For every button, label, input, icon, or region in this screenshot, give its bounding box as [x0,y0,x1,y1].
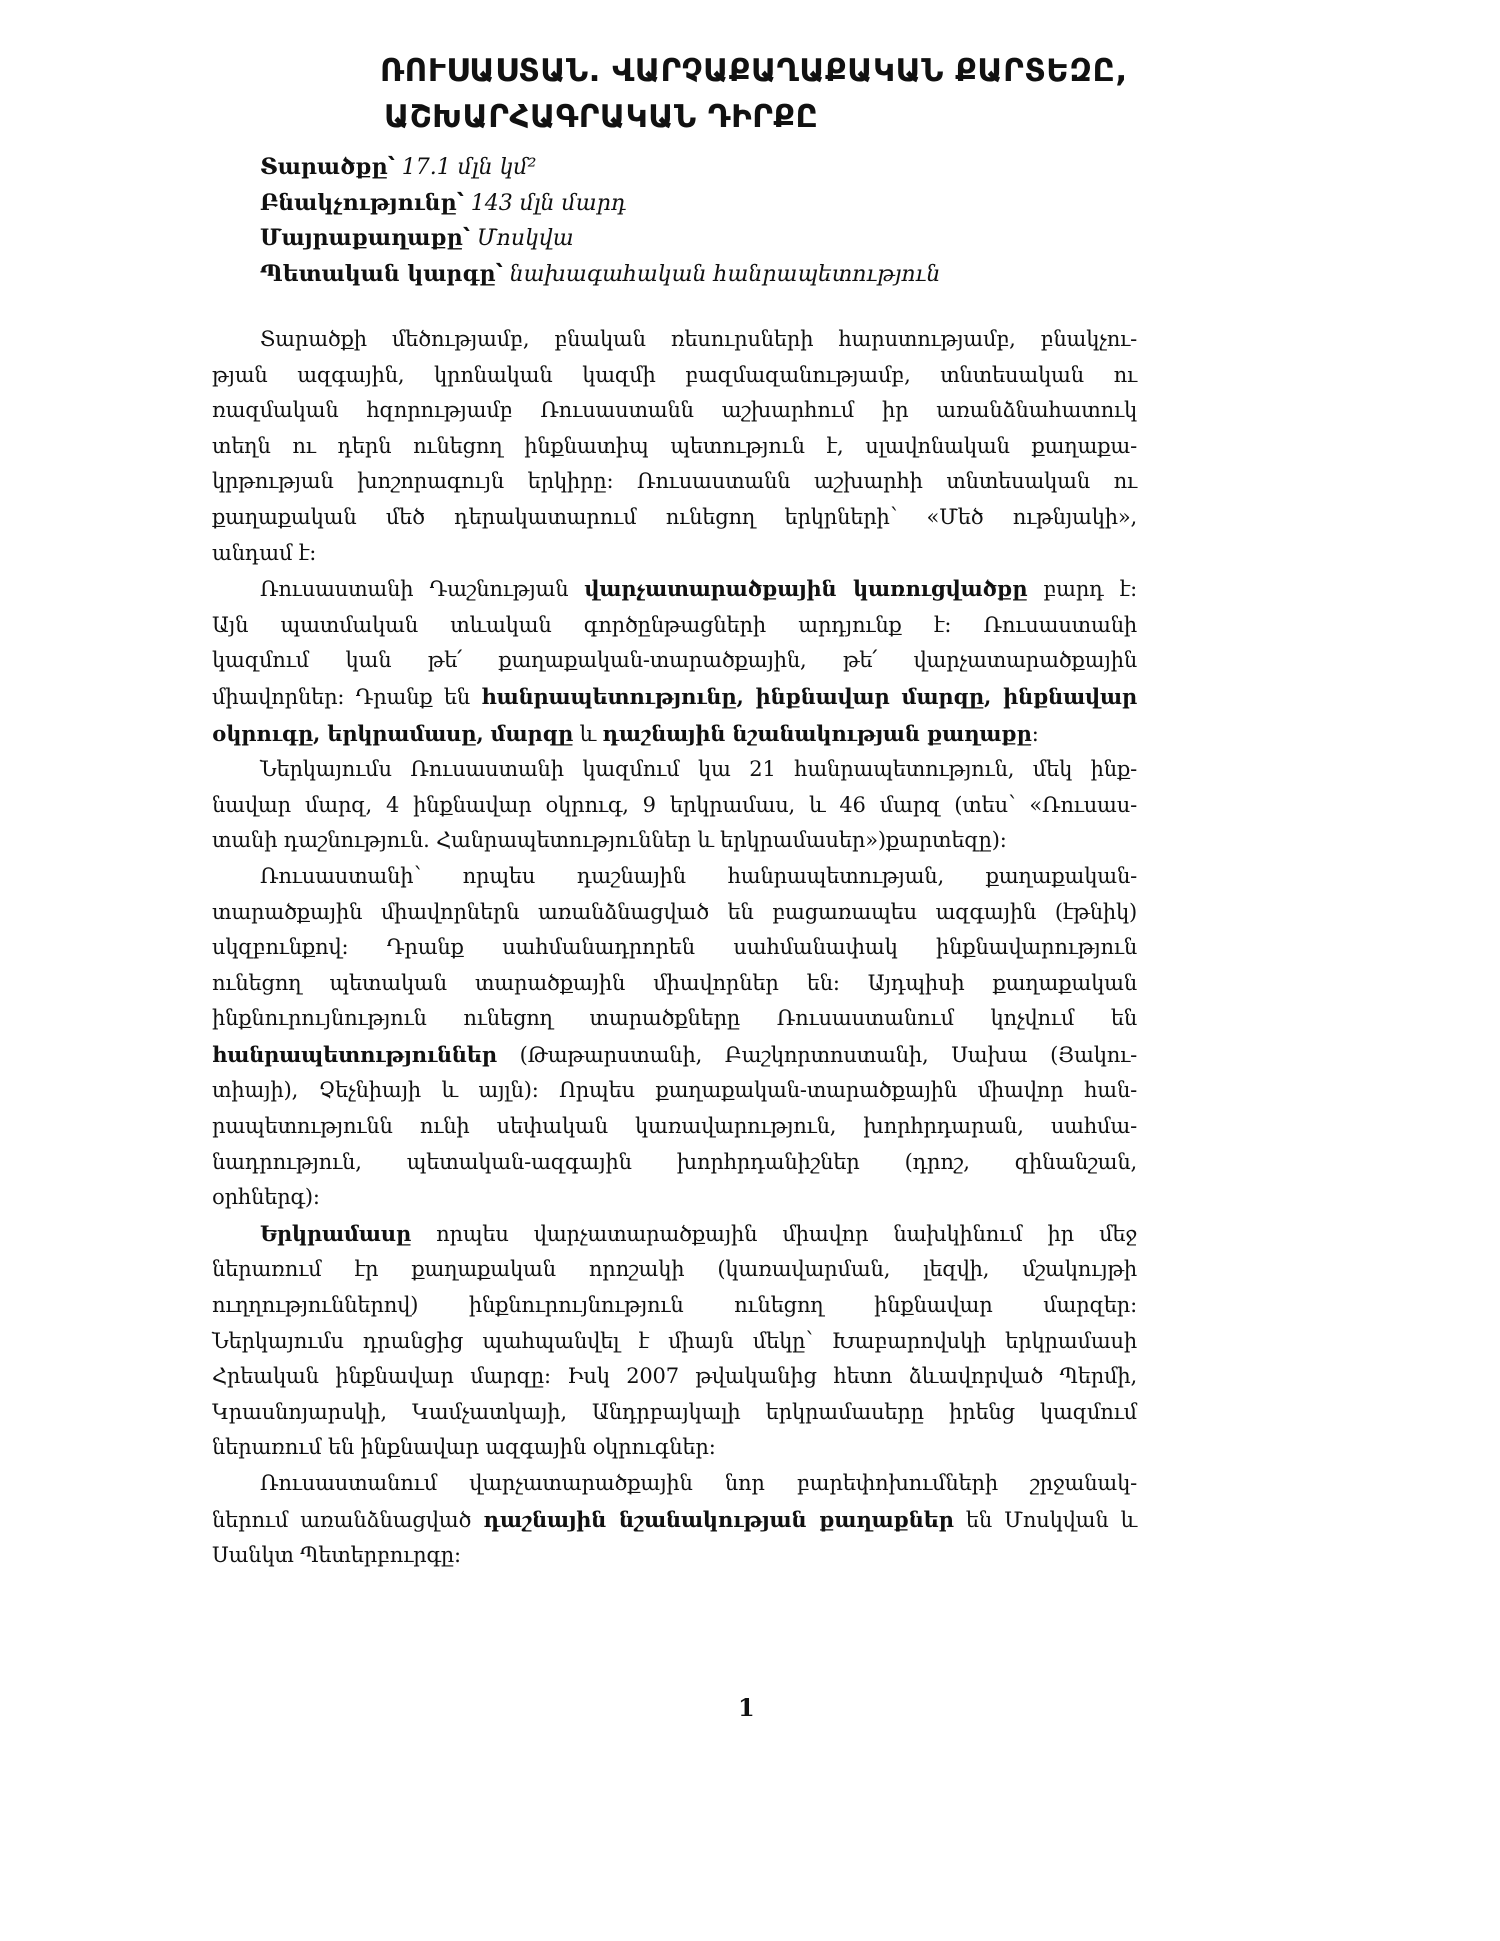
paragraph [212,1466,1137,1574]
fact-label: Պետական կարգը՝ [260,260,503,287]
text-line [212,679,1137,716]
text-segment: ներառում էր քաղաքական որոշակի (կառավարման, լեզվի, մշակույթի [212,1257,1137,1282]
page-number: 1 [738,1693,755,1722]
text-segment: Սանկտ Պետերբուրգը: [212,1543,461,1568]
text-segment: անդամ է: [212,540,317,565]
document-body [212,322,1137,1574]
text-segment: են Մոսկվան և [953,1507,1137,1532]
text-segment: նադրություն, պետական-ազգային խորհրդանիշներ (դրոշ, զինանշան, [212,1149,1137,1174]
text-line [212,1073,1137,1109]
text-segment: Ներկայումս Ռուսաստանի կազմում կա 21 հանրապետություն, մեկ ինք- [260,757,1137,782]
text-line [212,859,1137,895]
text-segment: ունեցող պետական տարածքային միավորներ են: Այդպիսի քաղաքական [212,970,1137,995]
text-line [212,322,1137,358]
text-line [212,1001,1137,1037]
text-line [212,429,1137,465]
text-segment: Ռուսաստանի՝ որպես դաշնային հանրապետության, քաղաքական- [260,863,1137,888]
text-segment: տեղն ու դերն ունեցող ինքնատիպ պետություն է, սլավոնական քաղաքա- [212,433,1137,458]
text-segment: կազմում կան թե՛ քաղաքական-տարածքային, թե՛ վարչատարածքային [212,648,1137,673]
text-line [212,1180,1137,1216]
bold-term: հանրապետությունը, ինքնավար մարզը, ինքնավար [481,683,1137,709]
bold-term: դաշնային նշանակության քաղաքներ [483,1506,954,1532]
text-segment: Տարածքի մեծությամբ, բնական ռեսուրսների հարստությամբ, բնակչու- [260,327,1137,351]
title-line-1: ՌՈՒՍԱՍՏԱՆ. ՎԱՐՉԱՔԱՂԱՔԱԿԱՆ ՔԱՐՏԵԶԸ, [380,53,1128,89]
text-segment: կրթության խոշորագույն երկիրը: Ռուսաստանն աշխարհի տնտեսական ու [212,469,1137,494]
text-segment: ներառում են ինքնավար ազգային օկրուգներ: [212,1435,716,1460]
text-line [212,1037,1137,1074]
fact-value: 143 մլն մարդ [470,190,627,216]
text-segment: ուղղություններով) ինքնուրույնություն ունեցող ինքնավար մարզեր: [212,1293,1137,1318]
text-line [212,716,1137,753]
text-line [212,1395,1137,1431]
text-line [212,1324,1137,1360]
text-line [212,895,1137,931]
document-title [380,48,1128,140]
text-segment: տարածքային միավորներն առանձնացված են բացառապես ազգային (էթնիկ) [212,899,1137,924]
text-segment: Կրասնոյարսկի, Կամչատկայի, Անդրբայկալի երկրամասերը իրենց կազմում [212,1399,1137,1424]
text-line [212,571,1137,608]
text-line [212,643,1137,679]
text-segment: տիայի), Չեչնիայի և այլն): Որպես քաղաքական-տարածքային միավոր հան- [212,1078,1137,1103]
text-line [212,752,1137,788]
text-segment: տանի դաշնություն. Հանրապետություններ և երկրամասեր»)քարտեզը): [212,828,1007,853]
text-segment: ինքնուրույնություն ունեցող տարածքները Ռուսաստանում կոչվում են [212,1006,1137,1031]
fact-value: 17.1 մլն կմ² [401,155,537,180]
text-segment: ռազմական հզորությամբ Ռուսաստանն աշխարհում իր առանձնահատուկ [212,398,1137,423]
text-segment: միավորներ: Դրանք են [212,684,482,709]
paragraph [212,752,1137,859]
text-segment: Այն պատմական տևական գործընթացների արդյունք է: Ռուսաստանի [212,612,1137,637]
text-segment: Ներկայումս դրանցից պահպանվել է միայն մեկը՝ Խաբարովսկի երկրամասի [212,1328,1137,1353]
text-line [212,1216,1137,1253]
text-segment: րապետությունն ունի սեփական կառավարություն, խորհրդարան, սահմա- [212,1114,1137,1139]
text-segment: նավար մարզ, 4 ինքնավար օկրուգ, 9 երկրամաս, և 46 մարզ (տես՝ «Ռուսաս- [212,792,1137,817]
fact-value: նախագահական հանրապետություն [509,261,941,287]
fact-government [260,257,940,293]
text-segment: (Թաթարստանի, Բաշկորտոստանի, Սախա (Յակու- [496,1042,1137,1067]
fact-capital [260,221,940,257]
paragraph [212,1216,1137,1466]
text-segment: քաղաքական մեծ դերակատարում ունեցող երկրների՝ «Մեծ ութնյակի», [212,504,1137,529]
text-line [212,966,1137,1002]
text-line [212,1430,1137,1466]
text-segment: բարդ է: [1027,577,1137,602]
text-segment: օրհներգ): [212,1185,320,1210]
text-line [212,1288,1137,1324]
text-line [212,500,1137,536]
title-line-2: ԱՇԽԱՐՀԱԳՐԱԿԱՆ ԴԻՐՔԸ [384,99,819,135]
text-segment: Ռուսաստանի Դաշնության [260,577,585,602]
text-line [212,1145,1137,1181]
bold-term: դաշնային նշանակության քաղաքը [602,720,1032,746]
text-line [212,1538,1137,1574]
fact-label: Մայրաքաղաքը՝ [260,225,470,251]
country-facts [260,150,940,292]
text-line [212,358,1137,394]
text-line [212,1466,1137,1502]
fact-label: Բնակչությունը՝ [260,189,464,216]
paragraph [212,859,1137,1216]
paragraph [212,571,1137,752]
text-line [212,1109,1137,1145]
text-line [212,536,1137,572]
text-line [212,608,1137,644]
text-line [212,930,1137,966]
fact-population [260,186,940,222]
text-line [212,1502,1137,1539]
text-segment: : [1031,721,1039,746]
fact-area [260,150,940,186]
text-segment: և [573,721,603,746]
text-segment: որպես վարչատարածքային միավոր նախկինում իր մեջ [411,1221,1137,1246]
fact-value: Մոսկվա [476,226,574,251]
text-segment: Հրեական ինքնավար մարզը: Իսկ 2007 թվականից հետո ձևավորված Պերմի, [212,1364,1137,1389]
text-segment: Ռուսաստանում վարչատարածքային նոր բարեփոխումների շրջանակ- [260,1471,1137,1495]
bold-term: օկրուգը, երկրամասը, մարզը [212,720,574,746]
bold-term: հանրապետություններ [212,1041,497,1067]
text-segment: ներում առանձնացված [212,1507,484,1532]
text-line [212,1359,1137,1395]
text-line [212,464,1137,500]
fact-label: Տարածքը՝ [260,154,395,180]
text-segment: սկզբունքով: Դրանք սահմանադրորեն սահմանափակ ինքնավարություն [212,935,1137,960]
bold-term: վարչատարածքային կառուցվածքը [584,576,1028,602]
bold-term: Երկրամասը [260,1220,412,1246]
text-segment: թյան ազգային, կրոնական կազմի բազմազանությամբ, տնտեսական ու [212,362,1137,387]
text-line [212,823,1137,859]
paragraph [212,322,1137,571]
text-line [212,393,1137,429]
text-line [212,788,1137,824]
text-line [212,1252,1137,1288]
